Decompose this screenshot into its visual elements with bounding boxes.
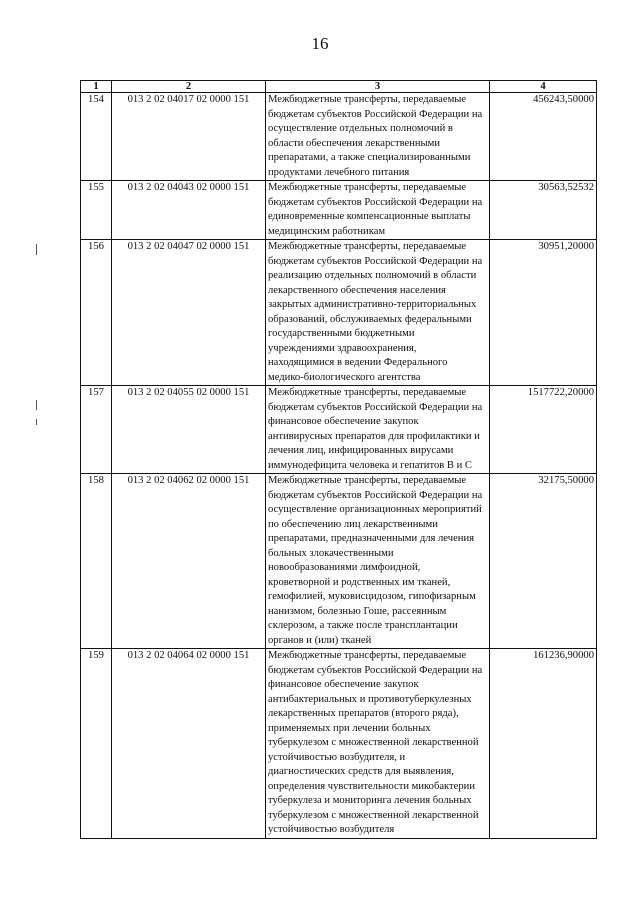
table-row xyxy=(81,181,597,240)
row-description: Межбюджетные трансферты, передаваемые бюджетам субъектов Российской Федерации на единовременные компенсационные выплаты медицинским работникам xyxy=(266,181,490,240)
column-header: 2 xyxy=(112,81,266,93)
row-amount: 30951,20000 xyxy=(490,240,597,386)
column-header: 4 xyxy=(490,81,597,93)
budget-code: 013 2 02 04043 02 0000 151 xyxy=(112,181,266,240)
row-number: 156 xyxy=(81,240,112,386)
row-amount: 456243,50000 xyxy=(490,93,597,181)
row-number: 157 xyxy=(81,386,112,474)
row-number: 159 xyxy=(81,649,112,839)
row-number: 158 xyxy=(81,474,112,649)
table-row xyxy=(81,649,597,839)
column-header: 1 xyxy=(81,81,112,93)
page-number: 16 xyxy=(311,34,329,53)
table-header-row xyxy=(81,81,597,93)
row-amount: 1517722,20000 xyxy=(490,386,597,474)
table-row xyxy=(81,93,597,181)
column-header: 3 xyxy=(266,81,490,93)
row-description: Межбюджетные трансферты, передаваемые бюджетам субъектов Российской Федерации на финансовое обеспечение закупок антибактериальных и противотуберкулезных лекарственных препаратов (второго ряда), применяемых при лечении больных туберкулезом с множественной лекарственной устойчивостью возбудителя, и диагностических средств для выявления, определения чувствительности микобактерии туберкулеза и мониторинга лечения больных туберкулезом с множественной лекарственной устойчивостью возбудителя xyxy=(266,649,490,839)
row-number: 154 xyxy=(81,93,112,181)
scan-mark xyxy=(36,244,37,255)
row-description: Межбюджетные трансферты, передаваемые бюджетам субъектов Российской Федерации на осуществление отдельных полномочий в области обеспечения лекарственными препаратами, а также специализированными продуктами лечебного питания xyxy=(266,93,490,181)
row-description: Межбюджетные трансферты, передаваемые бюджетам субъектов Российской Федерации на осуществление организационных мероприятий по обеспечению лиц лекарственными препаратами, предназначенными для лечения больных злокачественными новообразованиями лимфоидной, кроветворной и родственных им тканей, гемофилией, муковисцидозом, гипофизарным нанизмом, болезнью Гоше, рассеянным склерозом, а также после трансплантации органов и (или) тканей xyxy=(266,474,490,649)
row-description: Межбюджетные трансферты, передаваемые бюджетам субъектов Российской Федерации на финансовое обеспечение закупок антивирусных препаратов для профилактики и лечения лиц, инфицированных вирусами иммунодефицита человека и гепатитов В и С xyxy=(266,386,490,474)
budget-code: 013 2 02 04055 02 0000 151 xyxy=(112,386,266,474)
budget-table xyxy=(80,80,597,839)
budget-code: 013 2 02 04064 02 0000 151 xyxy=(112,649,266,839)
table-row xyxy=(81,386,597,474)
budget-code: 013 2 02 04017 02 0000 151 xyxy=(112,93,266,181)
row-amount: 32175,50000 xyxy=(490,474,597,649)
table-row xyxy=(81,474,597,649)
row-amount: 161236,90000 xyxy=(490,649,597,839)
row-amount: 30563,52532 xyxy=(490,181,597,240)
budget-code: 013 2 02 04047 02 0000 151 xyxy=(112,240,266,386)
scan-mark xyxy=(36,400,37,410)
scan-mark xyxy=(36,419,37,425)
row-description: Межбюджетные трансферты, передаваемые бюджетам субъектов Российской Федерации на реализацию отдельных полномочий в области лекарственного обеспечения населения закрытых административно-территориальных образований, обслуживаемых федеральными государственными бюджетными учреждениями здравоохранения, находящимися в ведении Федерального медико-биологического агентства xyxy=(266,240,490,386)
table-row xyxy=(81,240,597,386)
budget-code: 013 2 02 04062 02 0000 151 xyxy=(112,474,266,649)
row-number: 155 xyxy=(81,181,112,240)
